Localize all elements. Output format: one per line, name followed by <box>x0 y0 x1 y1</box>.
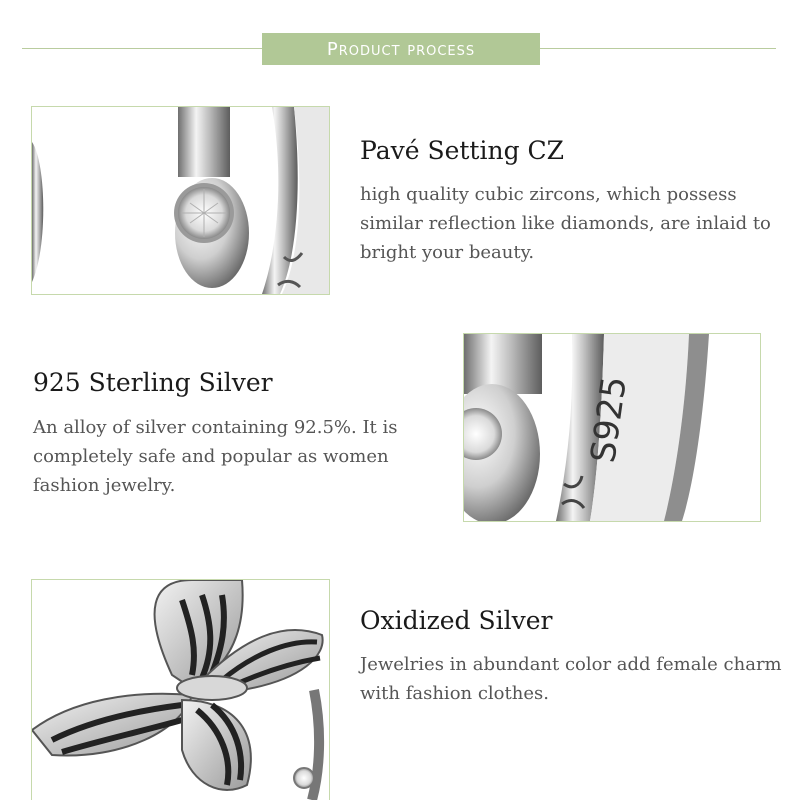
header-divider-right <box>540 48 776 49</box>
section-banner: Product process <box>262 33 540 65</box>
ring-zircon-illustration <box>32 107 329 294</box>
s925-engraving-image <box>463 333 761 522</box>
s925-engraving: S925 <box>583 374 635 466</box>
header-divider-left <box>22 48 262 49</box>
section-desc-oxidized: Jewelries in abundant color add female charm with fashion clothes. <box>360 654 782 704</box>
ring-s925-illustration <box>464 334 760 521</box>
zircon-closeup-image <box>31 106 330 295</box>
butterfly-closeup-image <box>31 579 330 800</box>
section-title-sterling: 925 Sterling Silver <box>33 368 273 397</box>
butterfly-ring-illustration <box>32 580 329 800</box>
section-title-pave: Pavé Setting CZ <box>360 136 565 165</box>
section-desc-sterling: An alloy of silver containing 92.5%. It is completely safe and popular as women fashion jewelry. <box>33 417 398 496</box>
section-desc-pave: high quality cubic zircons, which possess similar reflection like diamonds, are inlaid to bright your beauty. <box>360 184 771 263</box>
section-title-oxidized: Oxidized Silver <box>360 606 553 635</box>
